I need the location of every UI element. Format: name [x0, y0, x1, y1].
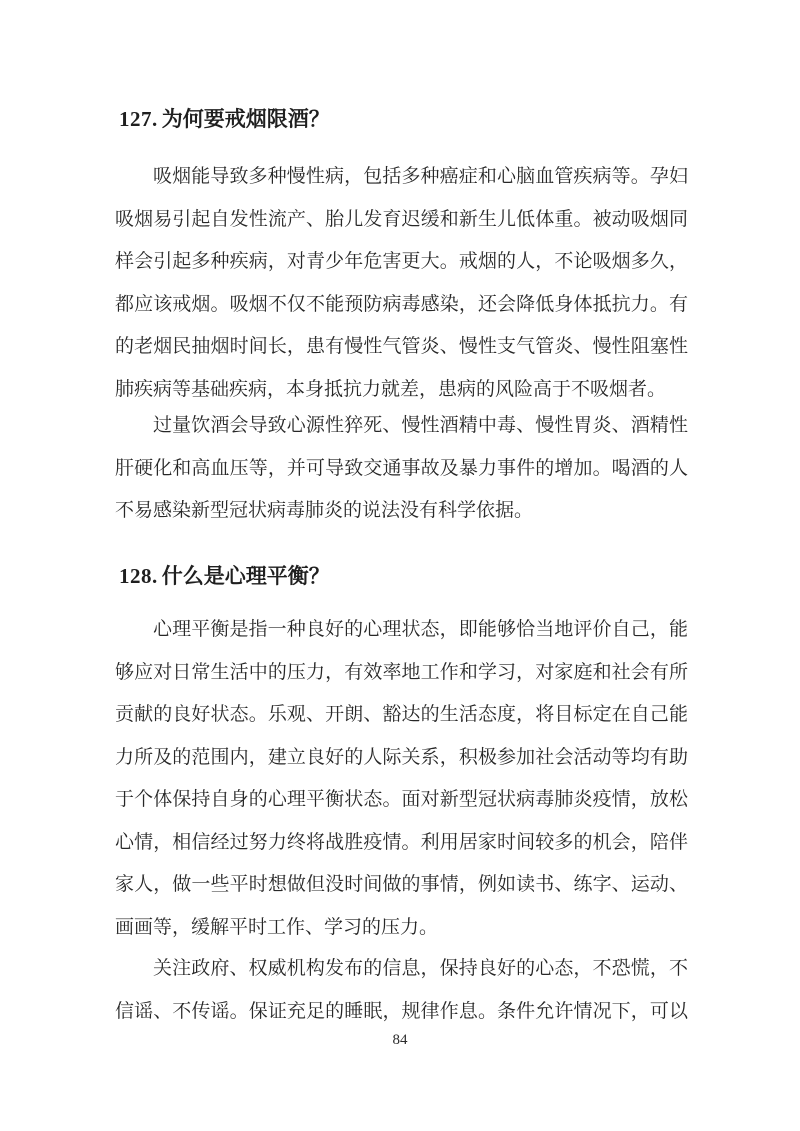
text-line: 关注政府、权威机构发布的信息，保持良好的心态，不恐慌，不	[153, 958, 688, 979]
text-line: 家人，做一些平时想做但没时间做的事情，例如读书、练字、运动、	[115, 874, 688, 895]
text-line: 够应对日常生活中的压力，有效率地工作和学习，对家庭和社会有所	[115, 661, 688, 683]
text-line: 过量饮酒会导致心源性猝死、慢性酒精中毒、慢性胃炎、酒精性	[153, 415, 688, 436]
text-line: 信谣、不传谣。保证充足的睡眠，规律作息。条件允许情况下，可以	[115, 1000, 688, 1022]
text-line: 肝硬化和高血压等，并可导致交通事故及暴力事件的增加。喝酒的人	[115, 457, 688, 479]
question-heading-127	[119, 108, 330, 131]
text-line: 贡献的良好状态。乐观、开朗、豁达的生活态度，将目标定在自己能	[115, 704, 688, 725]
text-line: 的老烟民抽烟时间长，患有慢性气管炎、慢性支气管炎、慢性阻塞性	[115, 336, 688, 357]
text-line: 画画等，缓解平时工作、学习的压力。	[115, 916, 439, 938]
question-heading-128	[119, 565, 330, 588]
question-title: 什么是心理平衡？	[161, 565, 330, 588]
text-line: 样会引起多种疾病，对青少年危害更大。戒烟的人，不论吸烟多久，	[115, 251, 688, 272]
text-line: 都应该戒烟。吸烟不仅不能预防病毒感染，还会降低身体抵抗力。有	[115, 293, 688, 315]
text-line: 肺疾病等基础疾病，本身抵抗力就差，患病的风险高于不吸烟者。	[115, 378, 667, 400]
text-line: 力所及的范围内，建立良好的人际关系，积极参加社会活动等均有助	[115, 746, 688, 768]
text-line: 吸烟易引起自发性流产、胎儿发育迟缓和新生儿低体重。被动吸烟同	[115, 208, 688, 230]
paragraph-official-info	[115, 948, 688, 1033]
text-line: 不易感染新型冠状病毒肺炎的说法没有科学依据。	[115, 500, 534, 521]
paragraph-mental-balance	[115, 609, 688, 949]
question-title: 为何要戒烟限酒？	[161, 108, 330, 131]
text-line: 吸烟能导致多种慢性病，包括多种癌症和心脑血管疾病等。孕妇	[153, 166, 688, 187]
text-line: 心情，相信经过努力终将战胜疫情。利用居家时间较多的机会，陪伴	[115, 831, 688, 853]
text-line: 心理平衡是指一种良好的心理状态，即能够恰当地评价自己，能	[153, 619, 688, 640]
paragraph-smoking-harms	[115, 156, 688, 411]
page-number: 84	[392, 1032, 408, 1048]
question-number: 127.	[119, 107, 158, 131]
paragraph-alcohol-harms	[115, 405, 688, 533]
text-line: 于个体保持自身的心理平衡状态。面对新型冠状病毒肺炎疫情，放松	[115, 789, 688, 810]
question-number: 128.	[119, 564, 158, 588]
